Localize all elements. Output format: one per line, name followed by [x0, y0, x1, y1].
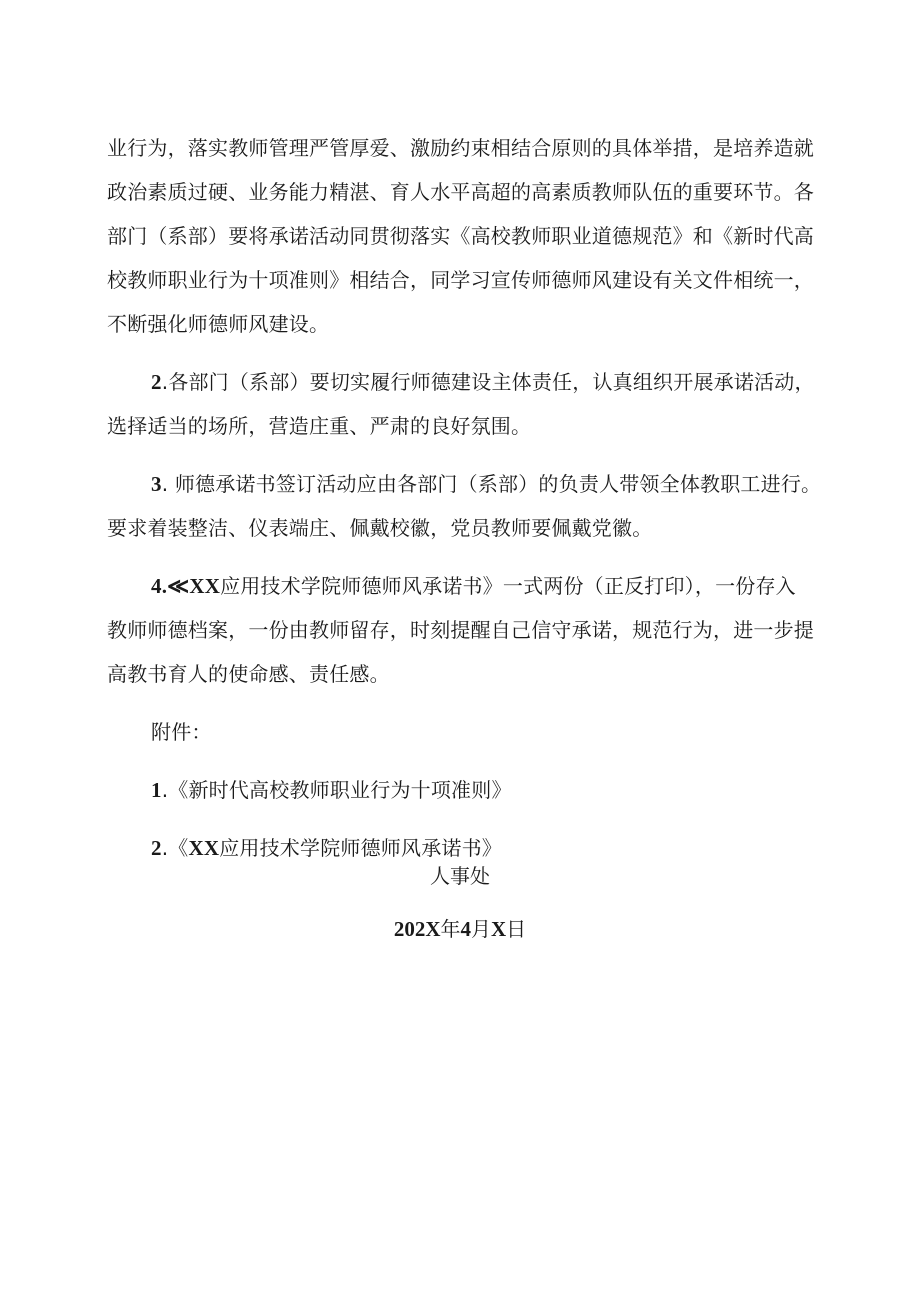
- list-item-line: [107, 360, 819, 404]
- list-item-number: 2: [151, 370, 162, 394]
- date-month-unit: 月: [471, 917, 491, 941]
- date-day-unit: 日: [506, 917, 527, 941]
- list-item-text: . 师德承诺书签订活动应由各部门（系部）的负责人带领全体教职工进行。: [161, 472, 822, 496]
- attachment-prefix: .《: [161, 836, 189, 860]
- list-item-line: [107, 564, 819, 608]
- list-item-line: 选择适当的场所，营造庄重、严肃的良好氛围。: [107, 414, 532, 438]
- list-item-line: 教师师德档案，一份由教师留存，时刻提醒自己信守承诺，规范行为，进一步提: [107, 618, 814, 642]
- date-year: 202X: [393, 917, 441, 941]
- list-item-number: 4: [151, 574, 162, 598]
- paragraph-line: 校教师职业行为十项准则》相结合，同学习宣传师德师风建设有关文件相统一，: [107, 268, 814, 292]
- attachment-text: 应用技术学院师德师风承诺书》: [219, 836, 503, 860]
- list-item-text: 应用技术学院师德师风承诺书》一式两份（正反打印），一份存入: [220, 574, 796, 598]
- attachment-number: 2: [151, 836, 162, 860]
- paragraph-line: 业行为，落实教师管理严管厚爱、激励约束相结合原则的具体举措，是培养造就: [107, 136, 814, 160]
- attachments-label: 附件：: [151, 720, 212, 744]
- xx-placeholder: XX: [188, 836, 220, 860]
- list-item-number: 3: [151, 472, 162, 496]
- list-item-text: .各部门（系部）要切实履行师德建设主体责任，认真组织开展承诺活动，: [161, 370, 815, 394]
- date-year-unit: 年: [440, 917, 461, 941]
- paragraph-line: 部门（系部）要将承诺活动同贯彻落实《高校教师职业道德规范》和《新时代高: [107, 224, 814, 248]
- attachments-section: [107, 710, 819, 870]
- list-item-4: [107, 564, 819, 696]
- list-item-line: 要求着装整洁、仪表端庄、佩戴校徽，党员教师要佩戴党徽。: [107, 516, 653, 540]
- date-month: 4: [460, 917, 471, 941]
- attachment-text: .《新时代高校教师职业行为十项准则》: [161, 778, 512, 802]
- xx-placeholder: XX: [189, 574, 221, 598]
- list-item-3: [107, 462, 822, 550]
- signature-department: 人事处: [430, 864, 490, 888]
- paragraph-continuation: [107, 126, 819, 346]
- list-item-line: 高教书育人的使命感、责任感。: [107, 662, 390, 686]
- document-body: [107, 126, 822, 870]
- date-day: X: [491, 917, 507, 941]
- list-item-line: [107, 462, 822, 506]
- list-item-prefix: .≪: [161, 574, 190, 598]
- list-item-2: [107, 360, 819, 448]
- paragraph-line: 政治素质过硬、业务能力精湛、育人水平高超的高素质教师队伍的重要环节。各: [107, 180, 814, 204]
- paragraph-line: 不断强化师德师风建设。: [107, 312, 330, 336]
- document-date: [0, 915, 920, 943]
- attachment-number: 1: [151, 778, 162, 802]
- attachment-item-1: [107, 768, 819, 812]
